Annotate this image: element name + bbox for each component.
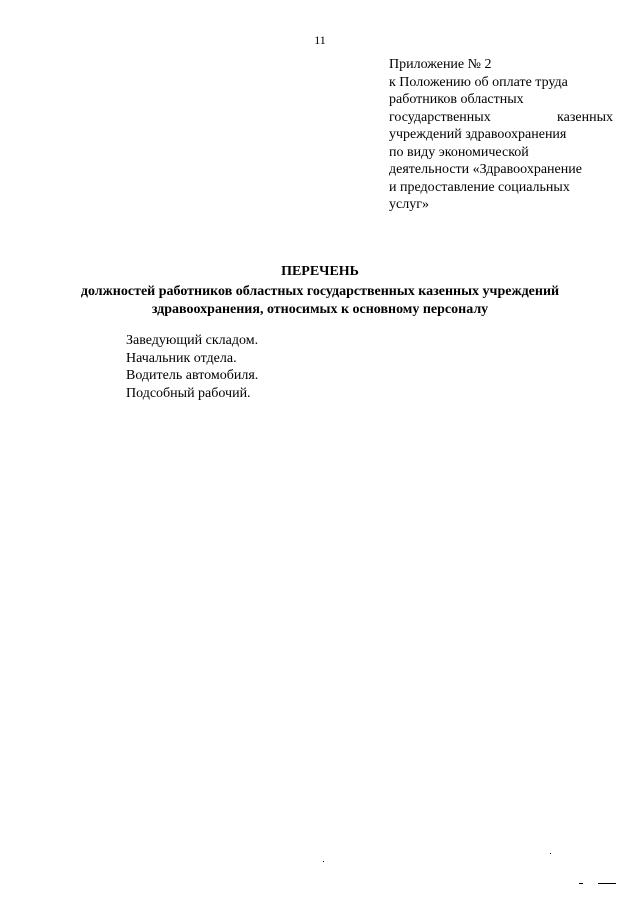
appendix-word-right: казенных — [557, 109, 613, 125]
appendix-line: работников областных — [389, 92, 524, 107]
position-item: Заведующий складом. — [126, 333, 259, 348]
page-number: 11 — [314, 33, 326, 47]
scan-speck — [579, 883, 583, 884]
appendix-justified-line — [389, 109, 613, 127]
document-heading: ПЕРЕЧЕНЬ — [281, 264, 359, 279]
document-subheading — [0, 283, 640, 319]
appendix-line: и предоставление социальных — [389, 179, 570, 195]
position-item: Водитель автомобиля. — [126, 368, 259, 383]
subheading-line: здравоохранения, относимых к основному персоналу — [151, 302, 489, 317]
appendix-line: к Положению об оплате труда — [389, 74, 568, 90]
appendix-line: учреждений здравоохранения — [389, 127, 567, 142]
position-item: Подсобный рабочий. — [126, 385, 251, 401]
appendix-line: по виду экономической — [389, 144, 529, 160]
appendix-line: услуг» — [389, 197, 429, 212]
scan-speck — [550, 853, 551, 854]
position-item: Начальник отдела. — [126, 350, 237, 366]
scan-speck — [598, 883, 616, 884]
subheading-line: должностей работников областных государственных казенных учреждений — [80, 284, 560, 299]
positions-list — [126, 332, 258, 402]
appendix-block — [389, 56, 613, 214]
appendix-word-left: государственных — [389, 109, 491, 125]
scan-speck — [323, 861, 324, 862]
appendix-line: деятельности «Здравоохранение — [389, 162, 582, 177]
appendix-line: Приложение № 2 — [389, 57, 492, 72]
